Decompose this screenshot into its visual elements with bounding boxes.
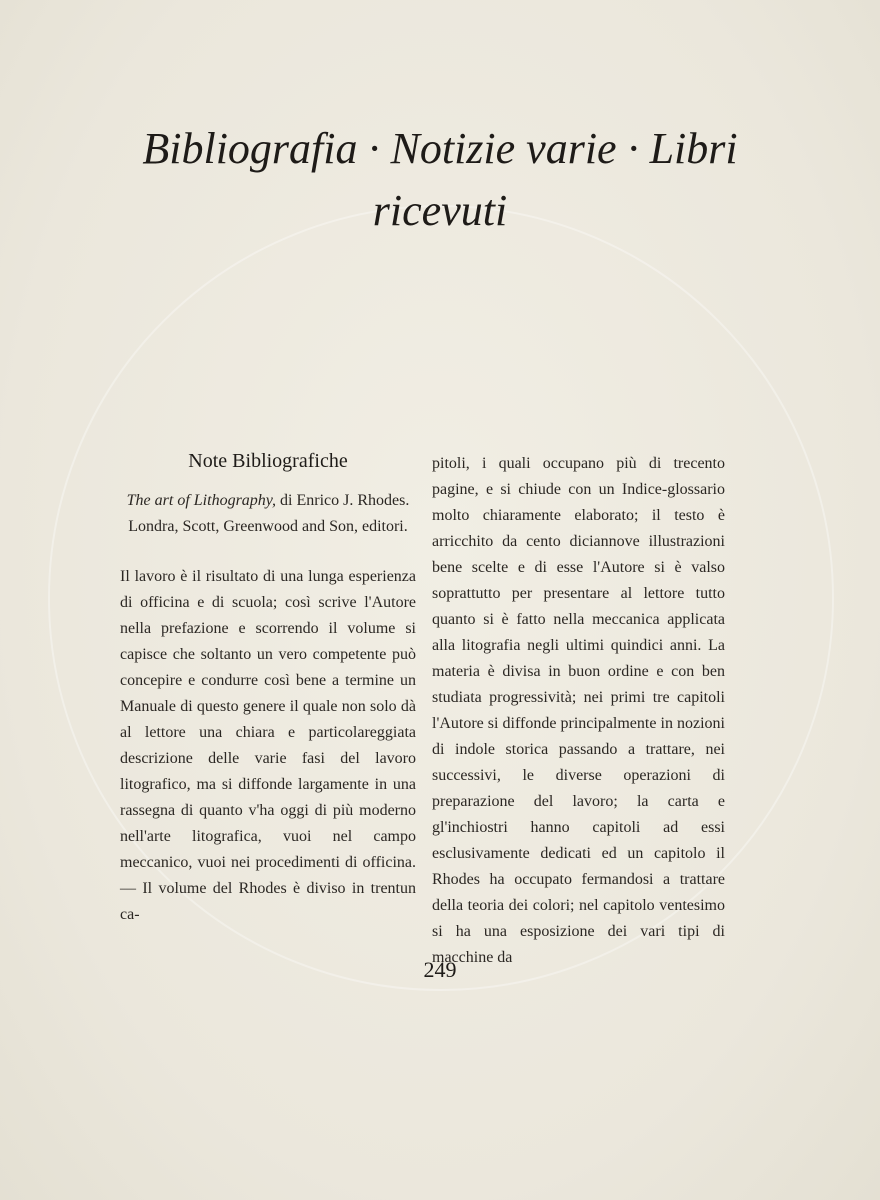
left-column-text: Il lavoro è il risultato di una lunga esperienza di officina e di scuola; così scrive l'Autore nella prefazione e scorrendo il volume si capisce che soltanto un vero competente può concepire e condurre così bene a termine un Manuale di questo genere il quale non solo dà al lettore una chiara e particolareggiata descrizione delle varie fasi del lavoro litografico, ma si diffonde largamente in una rassegna di quanto v'ha oggi di più moderno nell'arte litografica, vuoi nel campo meccanico, vuoi nei procedimenti di officina.— Il volume del Rhodes è diviso in trentun ca- [120, 568, 416, 923]
book-citation [120, 488, 416, 540]
right-column [432, 451, 725, 971]
left-column [120, 444, 416, 928]
section-title: Note Bibliografiche [188, 450, 348, 472]
citation-details: di Enrico J. Rhodes. Londra, Scott, Greenwood and Son, editori. [128, 492, 410, 535]
page-number: 249 [423, 957, 457, 982]
page-title [60, 118, 820, 242]
title-line-2: ricevuti [372, 186, 508, 235]
title-line-1: Bibliografia · Notizie varie · Libri [142, 124, 738, 173]
citation-book-title: The art of Lithography, [126, 492, 277, 509]
right-column-text: pitoli, i quali occupano più di trecento pagine, e si chiude con un Indice-glossario molto chiaramente elaborato; il testo è arricchito da cento diciannove illustrazioni bene scelte e di esse l'Autore si è valso soprattutto per presentare al lettore tutto quanto si è fatto nella meccanica applicata alla litografia negli ultimi quindici anni. La materia è divisa in buon ordine e con ben studiata progressività; nei primi tre capitoli l'Autore si diffonde principalmente in nozioni di indole storica passando a trattare, nei successivi, le diverse operazioni di preparazione del lavoro; la carta e gl'inchiostri hanno capitoli ad essi esclusivamente dedicati ed un capitolo il Rhodes ha occupato fermandosi a trattare della teoria dei colori; nel capitolo ventesimo si ha una esposizione dei vari tipi di macchine da [432, 455, 725, 966]
